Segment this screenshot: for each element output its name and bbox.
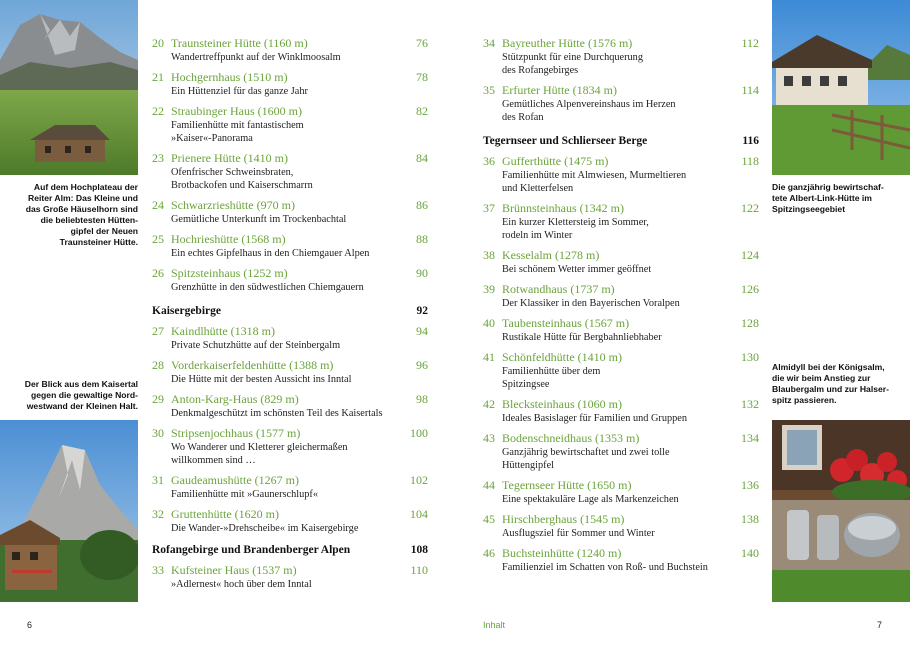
- toc-entry-number: 32: [152, 507, 164, 521]
- toc-entry-title[interactable]: Erfurter Hütte (1834 m): [502, 83, 617, 97]
- toc-entry-description: Ein kurzer Klettersteig im Sommer,: [502, 217, 649, 228]
- toc-entry-description: Ein Hüttenziel für das ganze Jahr: [171, 86, 308, 97]
- toc-entry-page[interactable]: 94: [416, 324, 428, 338]
- toc-entry[interactable]: [483, 201, 759, 242]
- toc-entry-number: 36: [483, 154, 495, 168]
- toc-entry-page[interactable]: 138: [741, 512, 759, 526]
- toc-entry[interactable]: [483, 282, 759, 310]
- toc-entry-description: Private Schutzhütte auf der Steinbergalm: [171, 340, 341, 351]
- toc-entry-page[interactable]: 140: [741, 546, 759, 560]
- toc-entry-title[interactable]: Blecksteinhaus (1060 m): [502, 397, 622, 411]
- toc-entry-number: 31: [152, 473, 164, 487]
- caption-right-mid: Almidyll bei der Königsalm, die wir beim Anstieg zur Blaubergalm und zur Halser- spitz passieren.: [772, 362, 889, 405]
- toc-entry-title[interactable]: Taubensteinhaus (1567 m): [502, 316, 630, 330]
- toc-entry[interactable]: [152, 473, 428, 501]
- toc-entry-number: 20: [152, 36, 164, 50]
- photo-kaisertal: [0, 420, 138, 602]
- toc-entry-description: des Rofangebirges: [502, 65, 579, 76]
- caption-left-top: Auf dem Hochplateau der Reiter Alm: Das Kleine und das Große Häuselhorn sind die beliebtesten Hütten- gipfel der Neuen Traunsteiner Hütte.: [25, 182, 138, 247]
- toc-entry-title[interactable]: Rotwandhaus (1737 m): [502, 282, 615, 296]
- page-number-right: 7: [877, 620, 883, 630]
- photo-koenigsalm: [772, 420, 910, 602]
- toc-entry-number: 46: [483, 546, 495, 560]
- toc-entry-page[interactable]: 82: [416, 104, 428, 118]
- toc-entry-title[interactable]: Straubinger Haus (1600 m): [171, 104, 302, 118]
- toc-entry-page[interactable]: 100: [410, 426, 428, 440]
- toc-entry-page[interactable]: 88: [416, 232, 428, 246]
- toc-entry-description: und Kletterfelsen: [502, 183, 574, 194]
- toc-entry-page[interactable]: 76: [416, 36, 428, 50]
- toc-entry-description: des Rofan: [502, 112, 544, 123]
- toc-entry-title[interactable]: Prienere Hütte (1410 m): [171, 151, 288, 165]
- toc-entry[interactable]: [152, 232, 428, 260]
- toc-entry-description: Familienhütte mit »Gaunerschlupf«: [171, 489, 318, 500]
- toc-entry-title[interactable]: Kaindlhütte (1318 m): [171, 324, 275, 338]
- toc-entry-number: 40: [483, 316, 495, 330]
- toc-entry-page[interactable]: 122: [741, 201, 759, 215]
- caption-right-top: Die ganzjährig bewirtschaf- tete Albert-Link-Hütte im Spitzingseegebiet: [772, 182, 884, 214]
- toc-entry[interactable]: [483, 512, 759, 540]
- toc-entry-description: Brotbackofen und Kaiserschmarrn: [171, 180, 313, 191]
- toc-entry[interactable]: [152, 426, 428, 467]
- toc-entry-page[interactable]: 112: [741, 36, 759, 50]
- toc-entry-description: rodeln im Winter: [502, 230, 573, 241]
- toc-entry-number: 29: [152, 392, 164, 406]
- toc-entry-number: 42: [483, 397, 495, 411]
- toc-entry-description: Familienhütte über dem: [502, 366, 601, 377]
- toc-entry-page[interactable]: 84: [416, 151, 428, 165]
- toc-entry-page[interactable]: 124: [741, 248, 759, 262]
- toc-entry-description: Ausflugsziel für Sommer und Winter: [502, 528, 655, 539]
- toc-entry-title[interactable]: Gufferthütte (1475 m): [502, 154, 609, 168]
- toc-entry-page[interactable]: 102: [410, 473, 428, 487]
- toc-entry-description: Grenzhütte in den südwestlichen Chiemgauern: [171, 282, 364, 293]
- toc-section-tegernseer[interactable]: Tegernseer und Schlierseer Berge 116: [483, 135, 759, 147]
- toc-section-kaisergebirge[interactable]: Kaisergebirge 92: [152, 305, 428, 317]
- toc-entry-title[interactable]: Gaudeamushütte (1267 m): [171, 473, 299, 487]
- page-number-left: 6: [27, 620, 33, 630]
- toc-entry-number: 34: [483, 36, 495, 50]
- toc-entry-description: Rustikale Hütte für Bergbahnliebhaber: [502, 332, 662, 343]
- toc-entry[interactable]: [483, 248, 759, 276]
- toc-entry-page[interactable]: 130: [741, 350, 759, 364]
- toc-entry[interactable]: [152, 392, 428, 420]
- toc-entry-number: 25: [152, 232, 164, 246]
- toc-entry-title[interactable]: Brünnsteinhaus (1342 m): [502, 201, 624, 215]
- toc-entry-page[interactable]: 128: [741, 316, 759, 330]
- toc-entry[interactable]: [483, 478, 759, 506]
- toc-entry-number: 41: [483, 350, 495, 364]
- toc-entry-number: 35: [483, 83, 495, 97]
- toc-entry-description: Der Klassiker in den Bayerischen Voralpen: [502, 298, 680, 309]
- toc-section-rofangebirge[interactable]: Rofangebirge und Brandenberger Alpen 108: [152, 544, 428, 556]
- toc-entry-number: 27: [152, 324, 164, 338]
- toc-entry-description: Familienhütte mit fantastischem: [171, 120, 304, 131]
- toc-entry[interactable]: [152, 507, 428, 535]
- toc-entry[interactable]: [152, 563, 428, 591]
- toc-entry[interactable]: [483, 316, 759, 344]
- toc-entry[interactable]: [483, 397, 759, 425]
- toc-entry[interactable]: [483, 546, 759, 574]
- toc-entry-page[interactable]: 90: [416, 266, 428, 280]
- toc-entry-title[interactable]: Hochrieshütte (1568 m): [171, 232, 286, 246]
- toc-entry[interactable]: [152, 70, 428, 98]
- toc-entry-description: Stützpunkt für eine Durchquerung: [502, 52, 643, 63]
- toc-entry-description: Die Wander-»Drehscheibe« im Kaisergebirge: [171, 523, 359, 534]
- toc-entry-number: 21: [152, 70, 164, 84]
- footer-section-label: Inhalt: [483, 620, 506, 630]
- toc-entry-description: Eine spektakuläre Lage als Markenzeichen: [502, 494, 679, 505]
- toc-entry-title[interactable]: Hochgernhaus (1510 m): [171, 70, 288, 84]
- toc-entry[interactable]: [483, 350, 759, 391]
- toc-entry-number: 38: [483, 248, 495, 262]
- toc-entry-title[interactable]: Vorderkaiserfeldenhütte (1388 m): [171, 358, 334, 372]
- toc-entry-title[interactable]: Bodenschneidhaus (1353 m): [502, 431, 640, 445]
- toc-entry-description: Bei schönem Wetter immer geöffnet: [502, 264, 652, 275]
- caption-left-mid: Der Blick aus dem Kaisertal gegen die gewaltige Nord- westwand der Kleinen Halt.: [24, 379, 138, 411]
- photo-reiter-alm: [0, 0, 138, 175]
- toc-entry[interactable]: [152, 104, 428, 145]
- toc-entry-description: Gemütliche Unterkunft im Trockenbachtal: [171, 214, 347, 225]
- toc-entry[interactable]: [152, 324, 428, 352]
- toc-entry-title[interactable]: Spitzsteinhaus (1252 m): [171, 266, 288, 280]
- toc-entry-page[interactable]: 86: [416, 198, 428, 212]
- toc-entry-title[interactable]: Schwarzrieshütte (970 m): [171, 198, 295, 212]
- toc-entry[interactable]: [152, 198, 428, 226]
- toc-entry[interactable]: [483, 83, 759, 124]
- toc-entry-title[interactable]: Traunsteiner Hütte (1160 m): [171, 36, 308, 50]
- toc-entry-title[interactable]: Hirschberghaus (1545 m): [502, 512, 625, 526]
- toc-entry-description: Ganzjährig bewirtschaftet und zwei tolle: [502, 447, 670, 458]
- toc-entry-number: 45: [483, 512, 495, 526]
- toc-entry-description: Ein echtes Gipfelhaus in den Chiemgauer Alpen: [171, 248, 370, 259]
- toc-entry-number: 24: [152, 198, 164, 212]
- toc-entry-title[interactable]: Buchsteinhütte (1240 m): [502, 546, 622, 560]
- toc-entry-description: Spitzingsee: [502, 379, 550, 390]
- toc-entry-number: 30: [152, 426, 164, 440]
- toc-entry-title[interactable]: Gruttenhütte (1620 m): [171, 507, 279, 521]
- photo-albert-link-huette: [772, 0, 910, 175]
- toc-entry-page[interactable]: 114: [741, 83, 759, 97]
- toc-entry[interactable]: [483, 36, 759, 77]
- toc-entry-title[interactable]: Kufsteiner Haus (1537 m): [171, 563, 297, 577]
- toc-entry-page[interactable]: 134: [741, 431, 759, 445]
- toc-entry-number: 39: [483, 282, 495, 296]
- toc-entry[interactable]: [152, 266, 428, 294]
- toc-entry-description: »Adlernest« hoch über dem Inntal: [171, 579, 312, 590]
- toc-entry-page[interactable]: 126: [741, 282, 759, 296]
- toc-entry-page[interactable]: 96: [416, 358, 428, 372]
- toc-entry-description: »Kaiser«-Panorama: [171, 133, 253, 144]
- toc-column-right: [483, 36, 759, 580]
- toc-entry[interactable]: [152, 151, 428, 192]
- toc-column-left: [152, 36, 428, 597]
- toc-entry-page[interactable]: 110: [410, 563, 428, 577]
- toc-entry-description: Hüttengipfel: [502, 460, 555, 471]
- toc-entry-number: 22: [152, 104, 164, 118]
- toc-entry-number: 44: [483, 478, 495, 492]
- toc-entry-page[interactable]: 104: [410, 507, 428, 521]
- toc-entry-number: 43: [483, 431, 495, 445]
- toc-entry-description: Familienziel im Schatten von Roß- und Buchstein: [502, 562, 708, 573]
- toc-entry[interactable]: [483, 154, 759, 195]
- toc-entry-page[interactable]: 136: [741, 478, 759, 492]
- toc-entry-number: 37: [483, 201, 495, 215]
- toc-entry-page[interactable]: 132: [741, 397, 759, 411]
- toc-entry-description: Denkmalgeschützt im schönsten Teil des Kaisertals: [171, 408, 383, 419]
- toc-entry-title[interactable]: Schönfeldhütte (1410 m): [502, 350, 622, 364]
- toc-entry-number: 23: [152, 151, 164, 165]
- toc-entry[interactable]: [483, 431, 759, 472]
- toc-entry-description: Familienhütte mit Almwiesen, Murmeltieren: [502, 170, 687, 181]
- toc-entry[interactable]: [152, 36, 428, 64]
- toc-entry-description: Wo Wanderer und Kletterer gleichermaßen: [171, 442, 348, 453]
- toc-entry-title[interactable]: Anton-Karg-Haus (829 m): [171, 392, 299, 406]
- toc-entry-description: Ideales Basislager für Familien und Gruppen: [502, 413, 688, 424]
- toc-entry-description: willkommen sind …: [171, 455, 256, 466]
- toc-entry-page[interactable]: 98: [416, 392, 428, 406]
- toc-entry-number: 28: [152, 358, 164, 372]
- toc-entry-description: Wandertreffpunkt auf der Winklmoosalm: [171, 52, 341, 63]
- toc-entry-title[interactable]: Bayreuther Hütte (1576 m): [502, 36, 633, 50]
- toc-entry-page[interactable]: 118: [741, 154, 759, 168]
- toc-entry-title[interactable]: Stripsenjochhaus (1577 m): [171, 426, 301, 440]
- toc-entry-number: 26: [152, 266, 164, 280]
- toc-entry-page[interactable]: 78: [416, 70, 428, 84]
- toc-entry[interactable]: [152, 358, 428, 386]
- toc-entry-description: Die Hütte mit der besten Aussicht ins Inntal: [171, 374, 352, 385]
- toc-entry-title[interactable]: Kesselalm (1278 m): [502, 248, 600, 262]
- toc-entry-title[interactable]: Tegernseer Hütte (1650 m): [502, 478, 632, 492]
- toc-entry-description: Ofenfrischer Schweinsbraten,: [171, 167, 294, 178]
- toc-entry-description: Gemütliches Alpenvereinshaus im Herzen: [502, 99, 676, 110]
- toc-entry-number: 33: [152, 563, 164, 577]
